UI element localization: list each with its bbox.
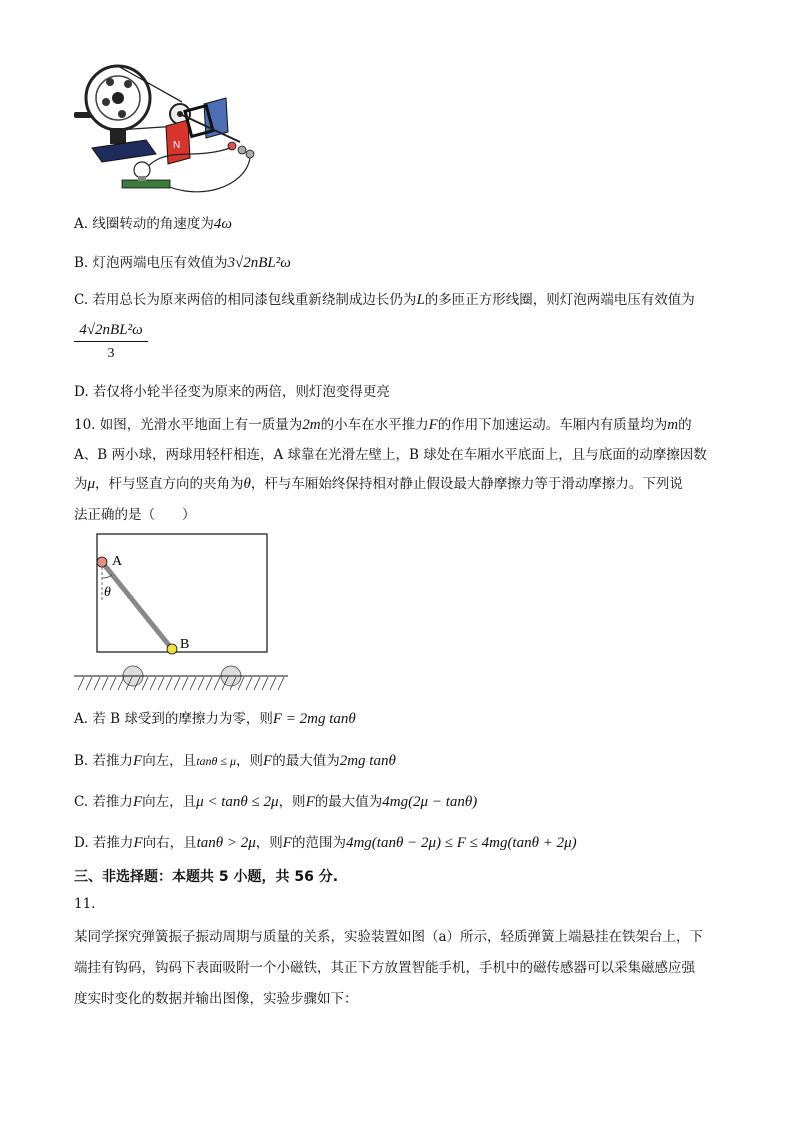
label-a: A [112,554,123,569]
q10-ball-mass: m [667,417,679,433]
q10-option-b-F: F [133,753,143,769]
q10-option-b-math: 2mg tanθ [339,753,396,769]
q10-stem-line4: 法正确的是（ ） [74,507,196,523]
q10-stem-line3 [74,472,683,493]
q10-option-c-condition: μ < tanθ ≤ 2μ [196,794,279,810]
q10-option-b-text: B. 若推力 [74,753,134,769]
q9-option-b-math: 3√2nBL²ω [227,255,291,271]
q10-text: ，杆与竖直方向的夹角为 [95,476,244,492]
cart-box [97,534,267,652]
q9-option-c [74,288,695,309]
q10-option-c-F: F [132,794,143,810]
q9-option-c-fraction [74,322,148,362]
q10-theta: θ [243,476,251,492]
q10-text: 的作用下加速运动。车厢内有质量均为 [437,417,668,433]
q10-option-c-text: 向左，且 [142,794,197,810]
section-heading: 三、非选择题：本题共 5 小题，共 56 分. [74,869,339,885]
q10-option-a-math: F = 2mg tanθ [272,711,356,727]
q10-option-b-text: ，则 [236,753,264,769]
q10-option-b-condition: tanθ ≤ μ [196,754,237,768]
q9-option-a [74,212,232,233]
q10-option-c [74,790,477,811]
q11-line2: 端挂有钩码，钩码下表面吸附一个小磁铁，其正下方放置智能手机，手机中的磁传感器可以采集磁感应强 [74,960,695,976]
q10-option-d-text: ，则 [255,835,283,851]
cart-figure [70,530,292,695]
q11-line1: 某同学探究弹簧振子振动周期与质量的关系，实验装置如图（a）所示，轻质弹簧上端悬挂在铁架台上，下 [74,929,704,945]
q10-stem-line1 [74,413,692,434]
q10-option-d-text: 向右，且 [142,835,197,851]
q10-force: F [428,417,438,433]
q10-mu: μ [87,476,96,492]
q9-option-a-text: A. 线圈转动的角速度为 [74,216,214,232]
q10-option-d [74,831,577,852]
q10-option-d-F: F [282,835,292,851]
base-block [92,140,156,162]
label-b: B [180,637,190,652]
q10-option-d-condition: tanθ > 2μ [196,835,256,851]
q10-option-b-text: 向左，且 [142,753,197,769]
q10-option-a-text: A. 若 B 球受到的摩擦力为零，则 [74,711,273,727]
q10-text: 为 [74,476,88,492]
q10-text: 的小车在水平推力 [320,417,429,433]
q9-option-d: D. 若仅将小轮半径变为原来的两倍，则灯泡变得更亮 [74,384,390,400]
q10-option-b [74,749,396,770]
q10-option-c-math: 4mg(2μ − tanθ) [382,794,478,810]
q10-text: ，杆与车厢始终保持相对静止假设最大静摩擦力等于滑动摩擦力。下列说 [250,476,683,492]
q10-option-c-text: C. 若推力 [74,794,133,810]
ball-a [97,557,107,567]
q9-option-a-math: 4ω [213,216,232,232]
ball-b [167,644,177,654]
q9-option-b-text: B. 灯泡两端电压有效值为 [74,255,228,271]
q10-stem-line2: A、B 两小球，两球用轻杆相连，A 球靠在光滑左壁上，B 球处在车厢水平底面上，且与底面的动摩擦因数 [74,447,707,463]
q10-mass: 2m [302,417,321,433]
q10-option-c-text: ，则 [278,794,306,810]
q11-number: 11. [74,896,96,912]
q9-option-b [74,251,291,272]
label-theta: θ [104,585,111,600]
q10-option-d-text: 的范围为 [291,835,346,851]
q9-option-c-L: L [416,292,425,308]
q10-option-d-math: 4mg(tanθ − 2μ) ≤ F ≤ 4mg(tanθ + 2μ) [345,835,577,851]
q9-option-c-text: C. 若用总长为原来两倍的相同漆包线重新绕制成边长仍为 [74,292,417,308]
q10-text: 10. 如图，光滑水平地面上有一质量为 [74,417,303,433]
bulb-icon [134,162,150,178]
ground-hatch [78,677,284,690]
q10-option-d-F: F [133,835,143,851]
q10-option-c-F: F [305,794,315,810]
q10-option-a [74,707,356,728]
fraction-numerator: 4√2nBL²ω [74,322,148,342]
q9-option-c-text2: 的多匝正方形线圈，则灯泡两端电压有效值为 [424,292,695,308]
magnet-n-label: N [173,140,181,151]
bulb-base [122,180,170,188]
q10-option-b-text: 的最大值为 [272,753,340,769]
fraction-denominator: 3 [107,346,115,361]
generator-figure [70,62,270,197]
q10-option-b-F: F [263,753,273,769]
q10-option-d-text: D. 若推力 [74,835,134,851]
q11-line3: 度实时变化的数据并输出图像，实验步骤如下： [74,991,358,1007]
q10-option-c-text: 的最大值为 [314,794,383,810]
q10-text: 的 [678,417,692,433]
